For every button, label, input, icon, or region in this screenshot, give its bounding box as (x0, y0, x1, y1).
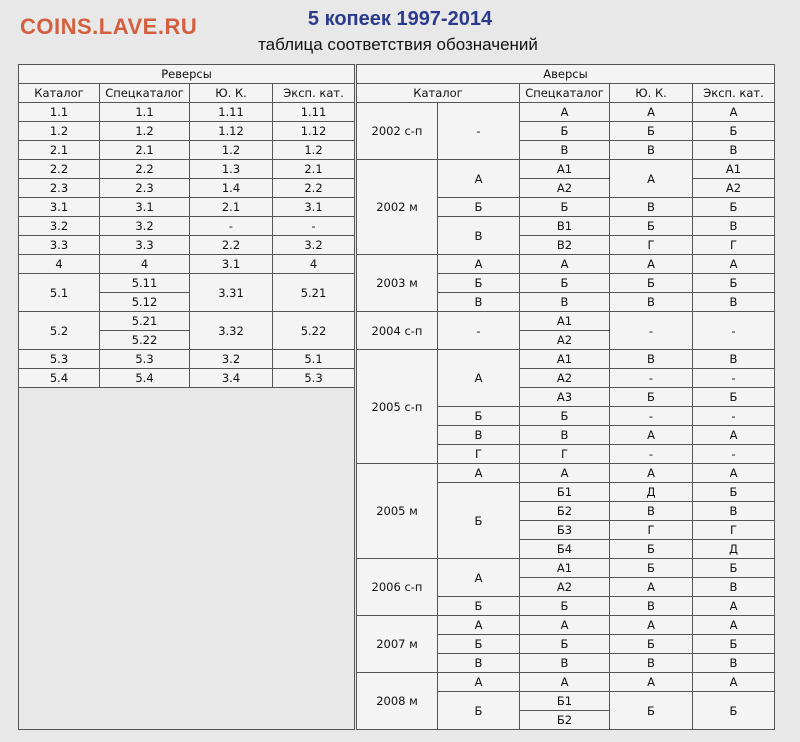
av-code-cell: - (438, 103, 520, 160)
rev-exp-cell: 2.2 (273, 179, 355, 198)
column-gap (355, 692, 357, 711)
av-special-cell: А3 (520, 388, 610, 407)
av-code-cell: Б (438, 692, 520, 730)
column-gap (355, 274, 357, 293)
rev-catalog-cell: 3.3 (19, 236, 100, 255)
av-exp-cell: А (693, 597, 775, 616)
av-special-cell: А (520, 464, 610, 483)
av-special-cell: А1 (520, 312, 610, 331)
table-row (19, 255, 775, 274)
table-body (19, 65, 775, 730)
av-code-cell: А (438, 255, 520, 274)
av-code-cell: Б (438, 483, 520, 559)
column-gap (355, 578, 357, 597)
av-yuk-cell: Б (610, 274, 693, 293)
av-yuk-cell: В (610, 654, 693, 673)
rev-yuk-cell: 1.12 (190, 122, 273, 141)
column-gap (355, 483, 357, 502)
table-row (19, 103, 775, 122)
av-year-cell: 2005 м (357, 464, 438, 559)
av-special-cell: Б (520, 274, 610, 293)
column-gap (355, 179, 357, 198)
av-exp-cell: А (693, 103, 775, 122)
rev-catalog-cell: 5.1 (19, 274, 100, 312)
page-title: 5 копеек 1997-2014 (307, 8, 493, 30)
rev-exp-cell: - (273, 217, 355, 236)
column-gap (355, 711, 357, 730)
rev-col-special: Спецкаталог (100, 84, 190, 103)
section-header-row (19, 65, 775, 84)
column-header-row (19, 84, 775, 103)
av-exp-cell: В (693, 293, 775, 312)
rev-exp-cell: 1.12 (273, 122, 355, 141)
rev-special-cell: 5.3 (100, 350, 190, 369)
av-yuk-cell: Б (610, 388, 693, 407)
av-exp-cell: А2 (693, 179, 775, 198)
av-special-cell: Б (520, 635, 610, 654)
rev-yuk-cell: 3.31 (190, 274, 273, 312)
av-special-cell: А2 (520, 331, 610, 350)
rev-exp-cell: 1.11 (273, 103, 355, 122)
av-exp-cell: Б (693, 483, 775, 502)
av-code-cell: Б (438, 635, 520, 654)
column-gap (355, 141, 357, 160)
rev-special-cell: 3.3 (100, 236, 190, 255)
rev-special-cell: 2.1 (100, 141, 190, 160)
column-gap (355, 236, 357, 255)
column-gap (355, 198, 357, 217)
av-code-cell: А (438, 616, 520, 635)
av-col-yuk: Ю. К. (610, 84, 693, 103)
av-special-cell: Б (520, 198, 610, 217)
av-exp-cell: - (693, 312, 775, 350)
av-special-cell: А (520, 103, 610, 122)
rev-yuk-cell: 2.2 (190, 236, 273, 255)
av-yuk-cell: А (610, 426, 693, 445)
rev-exp-cell: 5.22 (273, 312, 355, 350)
table-row (19, 312, 775, 331)
av-yuk-cell: А (610, 255, 693, 274)
av-yuk-cell: Г (610, 236, 693, 255)
av-yuk-cell: - (610, 445, 693, 464)
correspondence-table (18, 64, 775, 730)
rev-exp-cell: 5.21 (273, 274, 355, 312)
rev-catalog-cell: 5.3 (19, 350, 100, 369)
av-code-cell: А (438, 350, 520, 407)
table-row (19, 160, 775, 179)
av-year-cell: 2003 м (357, 255, 438, 312)
av-yuk-cell: А (610, 464, 693, 483)
av-exp-cell: А (693, 255, 775, 274)
av-yuk-cell: В (610, 350, 693, 369)
rev-catalog-cell: 1.1 (19, 103, 100, 122)
av-special-cell: В (520, 654, 610, 673)
page-subtitle: таблица соответствия обозначений (258, 35, 538, 54)
av-col-catalog: Каталог (357, 84, 520, 103)
av-year-cell: 2004 с-п (357, 312, 438, 350)
av-exp-cell: В (693, 654, 775, 673)
av-year-cell: 2002 м (357, 160, 438, 255)
column-gap (355, 502, 357, 521)
rev-yuk-cell: 3.32 (190, 312, 273, 350)
column-gap (355, 388, 357, 407)
av-code-cell: В (438, 293, 520, 312)
rev-special-cell: 1.2 (100, 122, 190, 141)
rev-catalog-cell: 2.3 (19, 179, 100, 198)
table-row (19, 350, 775, 369)
column-gap (355, 369, 357, 388)
av-yuk-cell: В (610, 502, 693, 521)
av-special-cell: Б (520, 122, 610, 141)
av-exp-cell: Б (693, 122, 775, 141)
rev-col-yuk: Ю. К. (190, 84, 273, 103)
column-gap (355, 635, 357, 654)
rev-yuk-cell: 1.2 (190, 141, 273, 160)
av-special-cell: А2 (520, 179, 610, 198)
rev-catalog-cell: 5.2 (19, 312, 100, 350)
reverses-title: Реверсы (19, 65, 355, 84)
rev-special-cell: 5.11 (100, 274, 190, 293)
av-special-cell: Б1 (520, 692, 610, 711)
rev-special-cell: 3.1 (100, 198, 190, 217)
av-exp-cell: В (693, 217, 775, 236)
av-yuk-cell: А (610, 160, 693, 198)
av-code-cell: Б (438, 198, 520, 217)
averses-title: Аверсы (357, 65, 775, 84)
rev-yuk-cell: 1.11 (190, 103, 273, 122)
av-yuk-cell: Д (610, 483, 693, 502)
av-code-cell: А (438, 464, 520, 483)
rev-yuk-cell: 1.3 (190, 160, 273, 179)
av-special-cell: А2 (520, 369, 610, 388)
rev-special-cell: 4 (100, 255, 190, 274)
av-col-exp: Эксп. кат. (693, 84, 775, 103)
av-col-special: Спецкаталог (520, 84, 610, 103)
av-code-cell: А (438, 160, 520, 198)
av-yuk-cell: А (610, 673, 693, 692)
av-special-cell: А1 (520, 559, 610, 578)
av-special-cell: Б4 (520, 540, 610, 559)
av-yuk-cell: Б (610, 559, 693, 578)
column-gap (355, 407, 357, 426)
av-special-cell: А1 (520, 160, 610, 179)
av-special-cell: Б3 (520, 521, 610, 540)
av-yuk-cell: В (610, 141, 693, 160)
av-yuk-cell: - (610, 312, 693, 350)
av-special-cell: Б (520, 597, 610, 616)
av-yuk-cell: А (610, 103, 693, 122)
rev-exp-cell: 4 (273, 255, 355, 274)
av-special-cell: Б (520, 407, 610, 426)
av-code-cell: А (438, 559, 520, 597)
site-logo[interactable]: COINS.LAVE.RU (20, 14, 198, 39)
av-yuk-cell: Г (610, 521, 693, 540)
rev-yuk-cell: 2.1 (190, 198, 273, 217)
av-special-cell: Г (520, 445, 610, 464)
rev-special-cell: 2.2 (100, 160, 190, 179)
column-gap (355, 331, 357, 350)
av-code-cell: Б (438, 597, 520, 616)
column-gap (355, 654, 357, 673)
column-gap (355, 122, 357, 141)
rev-exp-cell: 3.1 (273, 198, 355, 217)
av-special-cell: В1 (520, 217, 610, 236)
rev-special-cell: 3.2 (100, 217, 190, 236)
av-code-cell: - (438, 312, 520, 350)
av-special-cell: А (520, 673, 610, 692)
av-yuk-cell: - (610, 407, 693, 426)
rev-catalog-cell: 2.1 (19, 141, 100, 160)
rev-catalog-cell: 3.2 (19, 217, 100, 236)
av-exp-cell: Б (693, 274, 775, 293)
av-special-cell: А (520, 616, 610, 635)
av-exp-cell: А (693, 616, 775, 635)
av-yuk-cell: В (610, 597, 693, 616)
rev-special-cell: 2.3 (100, 179, 190, 198)
column-gap (355, 445, 357, 464)
column-gap (355, 597, 357, 616)
av-exp-cell: Г (693, 521, 775, 540)
rev-catalog-cell: 1.2 (19, 122, 100, 141)
av-exp-cell: В (693, 502, 775, 521)
av-code-cell: А (438, 673, 520, 692)
av-exp-cell: Б (693, 559, 775, 578)
av-yuk-cell: А (610, 616, 693, 635)
av-yuk-cell: А (610, 578, 693, 597)
av-year-cell: 2008 м (357, 673, 438, 730)
av-special-cell: В (520, 426, 610, 445)
rev-catalog-cell: 2.2 (19, 160, 100, 179)
av-exp-cell: А (693, 673, 775, 692)
rev-yuk-cell: 3.4 (190, 369, 273, 388)
av-special-cell: В2 (520, 236, 610, 255)
av-special-cell: Б2 (520, 502, 610, 521)
rev-yuk-cell: 3.2 (190, 350, 273, 369)
column-gap (355, 521, 357, 540)
av-yuk-cell: Б (610, 217, 693, 236)
av-exp-cell: Б (693, 388, 775, 407)
av-exp-cell: А (693, 426, 775, 445)
av-exp-cell: - (693, 445, 775, 464)
empty-area (19, 388, 355, 730)
rev-yuk-cell: 1.4 (190, 179, 273, 198)
av-special-cell: Б1 (520, 483, 610, 502)
av-exp-cell: Д (693, 540, 775, 559)
rev-exp-cell: 3.2 (273, 236, 355, 255)
av-exp-cell: А1 (693, 160, 775, 179)
rev-yuk-cell: 3.1 (190, 255, 273, 274)
av-exp-cell: В (693, 578, 775, 597)
rev-exp-cell: 1.2 (273, 141, 355, 160)
av-code-cell: Г (438, 445, 520, 464)
av-yuk-cell: - (610, 369, 693, 388)
av-special-cell: А2 (520, 578, 610, 597)
column-gap (355, 293, 357, 312)
av-exp-cell: Б (693, 692, 775, 730)
av-yuk-cell: Б (610, 635, 693, 654)
av-exp-cell: Б (693, 635, 775, 654)
av-exp-cell: В (693, 141, 775, 160)
av-yuk-cell: Б (610, 122, 693, 141)
av-year-cell: 2005 с-п (357, 350, 438, 464)
av-exp-cell: Б (693, 198, 775, 217)
column-gap (355, 217, 357, 236)
rev-col-catalog: Каталог (19, 84, 100, 103)
rev-exp-cell: 5.3 (273, 369, 355, 388)
av-exp-cell: В (693, 350, 775, 369)
av-code-cell: Б (438, 274, 520, 293)
av-exp-cell: - (693, 369, 775, 388)
av-special-cell: В (520, 293, 610, 312)
rev-catalog-cell: 5.4 (19, 369, 100, 388)
rev-exp-cell: 5.1 (273, 350, 355, 369)
av-code-cell: В (438, 217, 520, 255)
av-yuk-cell: Б (610, 540, 693, 559)
rev-catalog-cell: 4 (19, 255, 100, 274)
av-special-cell: Б2 (520, 711, 610, 730)
av-yuk-cell: В (610, 293, 693, 312)
rev-special-cell: 5.12 (100, 293, 190, 312)
av-code-cell: В (438, 426, 520, 445)
rev-special-cell: 5.4 (100, 369, 190, 388)
av-year-cell: 2007 м (357, 616, 438, 673)
av-yuk-cell: Б (610, 692, 693, 730)
rev-special-cell: 5.22 (100, 331, 190, 350)
av-exp-cell: Г (693, 236, 775, 255)
av-special-cell: В (520, 141, 610, 160)
av-code-cell: Б (438, 407, 520, 426)
av-special-cell: А1 (520, 350, 610, 369)
av-year-cell: 2006 с-п (357, 559, 438, 616)
av-year-cell: 2002 с-п (357, 103, 438, 160)
av-code-cell: В (438, 654, 520, 673)
av-exp-cell: А (693, 464, 775, 483)
rev-special-cell: 1.1 (100, 103, 190, 122)
rev-special-cell: 5.21 (100, 312, 190, 331)
column-gap (355, 426, 357, 445)
column-gap (355, 540, 357, 559)
rev-exp-cell: 2.1 (273, 160, 355, 179)
rev-yuk-cell: - (190, 217, 273, 236)
av-special-cell: А (520, 255, 610, 274)
av-exp-cell: - (693, 407, 775, 426)
rev-catalog-cell: 3.1 (19, 198, 100, 217)
av-yuk-cell: В (610, 198, 693, 217)
rev-col-exp: Эксп. кат. (273, 84, 355, 103)
